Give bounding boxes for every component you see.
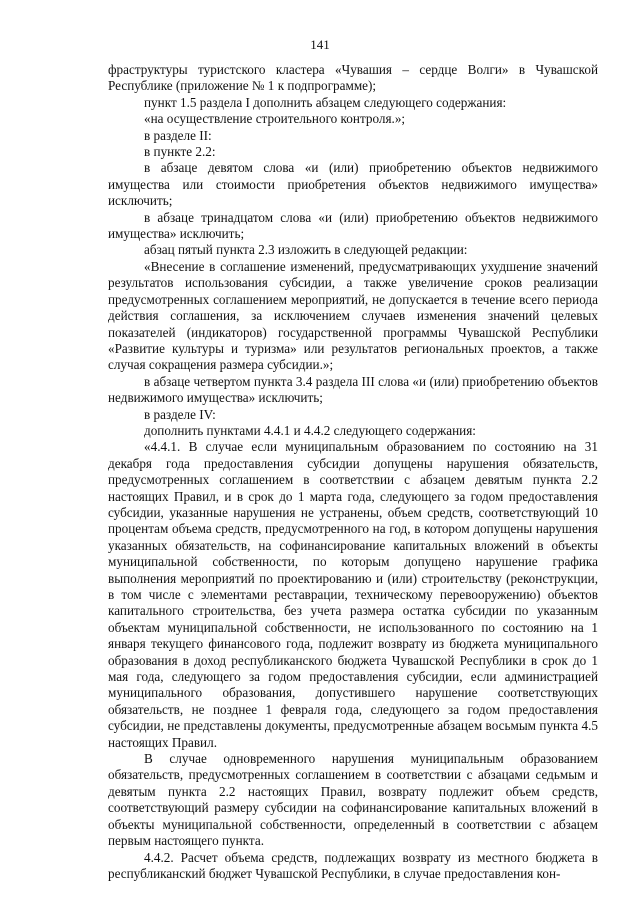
paragraph: дополнить пунктами 4.4.1 и 4.4.2 следующего содержания: (144, 422, 476, 438)
paragraph: абзац пятый пункта 2.3 изложить в следующей редакции: (144, 242, 468, 258)
paragraph: в разделе II: (144, 127, 212, 143)
paragraph: «на осуществление строительного контроля.»; (144, 111, 406, 127)
paragraph: пункт 1.5 раздела I дополнить абзацем следующего содержания: (144, 94, 507, 110)
paragraph: в абзаце тринадцатом слова «и (или) приобретению объектов недвижимого имущества» исключить; (108, 209, 598, 242)
paragraph: 4.4.2. Расчет объема средств, подлежащих возврату из местного бюджета в республиканский бюджет Чувашской Республики, в случае предоставления кон- (108, 849, 598, 881)
paragraph-continuation: фраструктуры туристского кластера «Чувашия – сердце Волги» в Чувашской Республике (приложение № 1 к подпрограмме); (108, 62, 598, 94)
paragraph: в пункте 2.2: (144, 144, 216, 160)
paragraph: в разделе IV: (144, 406, 216, 422)
page-number: 141 (310, 37, 330, 52)
paragraph: в абзаце четвертом пункта 3.4 раздела III слова «и (или) приобретению объектов недвижимого имущества» исключить; (108, 373, 598, 406)
paragraph: «Внесение в соглашение изменений, предусматривающих ухудшение значений результатов использования субсидии, а также увеличение сроков реализации предусмотренных соглашением мероприятий, не допускается в течение всего периода действия соглашения, за исключением случаев изменения значений целевых показателей (индикаторов) государственной программы Чувашской Республики «Развитие культуры и туризма» или результатов региональных проектов, а также случая сокращения размера субсидии.»; (108, 258, 598, 373)
document-body (108, 62, 598, 882)
paragraph: «4.4.1. В случае если муниципальным образованием по состоянию на 31 декабря года предоставления субсидии допущены нарушения обязательств, предусмотренных соглашением в соответствии с абзацем девятым пункта 2.2 настоящих Правил, и в срок до 1 марта года, следующего за годом предоставления субсидии, указанные нарушения не устранены, объем средств, соответствующий 10 процентам объема средств, предусмотренного на год, в котором допущены нарушения указанных обязательств, на софинансирование капитальных вложений в объекты муниципальной собственности, по которым допущено нарушение графика выполнения мероприятий по проектированию и (или) строительству (реконструкции, в том числе с элементами реставрации, техническому перевооружению) объектов капитального строительства, без учета размера остатка субсидии по указанным объектам муниципальной собственности, не использованного по состоянию на 1 января текущего финансового года, подлежит возврату из бюджета муниципального образования в доход республиканского бюджета Чувашской Республики в срок до 1 мая года, следующего за годом предоставления субсидии, если администрацией муниципального образования, допустившего нарушение соответствующих обязательств, не позднее 1 февраля года, следующего за годом предоставления субсидии, не представлены документы, предусмотренные абзацем восьмым пункта 4.5 настоящих Правил. (108, 439, 598, 750)
paragraph: в абзаце девятом слова «и (или) приобретению объектов недвижимого имущества или стоимости приобретения объектов недвижимого имущества» исключить; (108, 160, 598, 209)
paragraph: В случае одновременного нарушения муниципальным образованием обязательств, предусмотренных соглашением в соответствии с абзацами седьмым и девятым пункта 2.2 настоящих Правил, возврату подлежит объем средств, соответствующий размеру субсидии на софинансирование капитальных вложений в объекты муниципальной собственности, определенный в соответствии с абзацем первым настоящего пункта. (108, 751, 598, 849)
